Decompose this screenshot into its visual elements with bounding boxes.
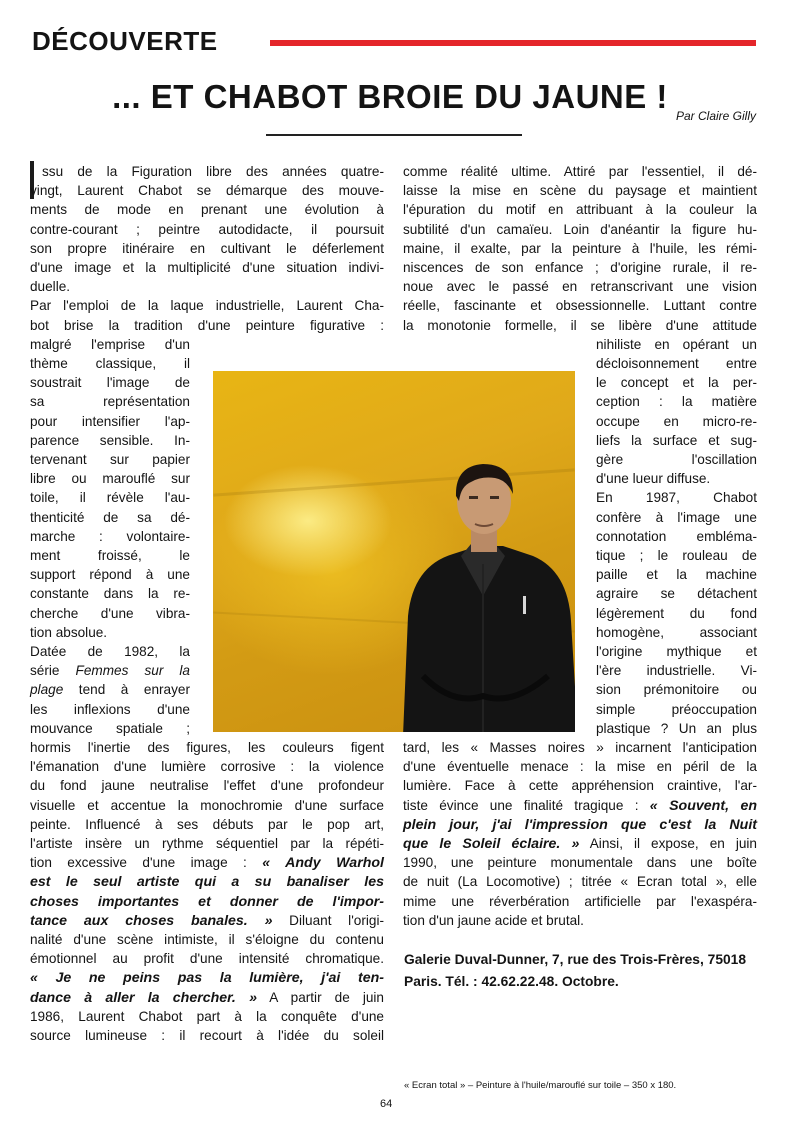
- left-column-text-line: vingt, Laurent Chabot se démarque des mouve-: [30, 183, 384, 199]
- left-column-text-line: tervenant sur papier: [30, 452, 190, 467]
- right-column-text-line: l'épuration du motif en attribuant à la couleur la: [403, 202, 757, 218]
- right-column-text-line: homogène, associant: [596, 624, 757, 640]
- right-column-text-line: noue avec le passé en retranscrivant une vision: [403, 279, 757, 295]
- left-column-text-line: bot brise la tradition d'une peinture figurative :: [30, 317, 384, 333]
- left-column-text-line: source lumineuse : il recourt à l'idée du soleil: [30, 1028, 384, 1043]
- left-column-text-line: tion excessive d'une image : « Andy Warhol: [30, 855, 384, 872]
- right-column-text-line: liefs la surface et sug-: [596, 432, 757, 448]
- left-column-text-line: est le seul artiste qui a su banaliser les: [30, 874, 384, 891]
- left-column-text-line: plage tend à enrayer: [30, 682, 190, 698]
- right-column-text-line: lumière. Face à cette appréhension craintive, l'ar-: [403, 778, 757, 794]
- right-column-text-line: la monotonie formelle, il se libère d'une attitude: [403, 317, 757, 333]
- right-column-text-line: légèrement du fond: [596, 605, 757, 621]
- left-column-text-line: hormis l'inertie des figures, les couleurs figent: [30, 740, 384, 755]
- left-column-text-line: tance aux choses banales. » Diluant l'origi-: [30, 912, 384, 929]
- right-column-text-line: simple préoccupation: [596, 701, 757, 717]
- left-column-text-line: toile, il révèle l'au-: [30, 490, 190, 506]
- left-column-text-line: marche : volontaire-: [30, 528, 190, 544]
- gallery-address-line: Paris. Tél. : 42.62.22.48. Octobre.: [404, 974, 619, 989]
- right-column-text-line: tard, les « Masses noires » incarnent l'anticipation: [403, 740, 757, 755]
- right-column-text-line: le concept et la per-: [596, 375, 757, 391]
- left-column-text-line: dance à aller la chercher. » A partir de juin: [30, 989, 384, 1006]
- left-column-text-line: ments de mode en prenant une évolution à: [30, 202, 384, 218]
- article-headline: ... ET CHABOT BROIE DU JAUNE !: [112, 78, 668, 115]
- left-column-text-line: cherche d'une vibra-: [30, 605, 190, 621]
- left-column-text-line: 1986, Laurent Chabot part à la conquête d'une: [30, 1008, 384, 1024]
- right-column-text-line: confère à l'image une: [596, 509, 757, 525]
- right-column-text-line: tion d'un jaune acide et brutal.: [403, 912, 584, 928]
- left-column-text-line: son propre itinéraire en cultivant le déferlement: [30, 240, 384, 256]
- right-column-text-line: l'origine mythique et: [596, 644, 757, 659]
- left-column-text-line: ment froissé, le: [30, 548, 190, 563]
- right-column-text-line: gère l'oscillation: [596, 452, 757, 467]
- right-column-text-line: décloisonnement entre: [596, 356, 757, 371]
- right-column-text-line: laisse la mise en scène du paysage et maintient: [403, 183, 757, 199]
- left-column-text-line: l'émanation d'une lumière corrosive : la violence: [30, 759, 384, 775]
- page-number: 64: [380, 1098, 393, 1110]
- left-column-text-line: choses importantes et donner de l'impor-: [30, 893, 384, 910]
- right-column-text-line: d'une lueur diffuse.: [596, 471, 711, 487]
- left-column-text-line: peinte. Influencé à ses débuts par le pop art,: [30, 816, 384, 832]
- left-column-text-line: duelle.: [30, 279, 71, 295]
- left-column-text-line: thenticité de sa dé-: [30, 509, 190, 525]
- right-column-text-line: sion prémonitoire ou: [596, 682, 757, 698]
- right-column-text-line: En 1987, Chabot: [596, 490, 757, 506]
- right-column-text-line: réelle, fascinante et obsessionnelle. Luttant contre: [403, 298, 757, 314]
- left-column-text-line: série Femmes sur la: [30, 663, 190, 679]
- right-column-text-line: comme réalité ultime. Attiré par l'essentiel, il dé-: [403, 164, 757, 179]
- artist-figure: [383, 446, 575, 732]
- right-column-text-line: que le Soleil éclaire. » Ainsi, il expose, en juin: [403, 836, 757, 852]
- right-column-text-line: tique ; le rouleau de: [596, 548, 757, 563]
- left-column-text-line: Par l'emploi de la laque industrielle, Laurent Cha-: [30, 298, 384, 314]
- left-column-text-line: soustrait l'image de: [30, 375, 190, 391]
- artist-photo: [213, 371, 575, 732]
- section-rubric: DÉCOUVERTE: [32, 26, 218, 56]
- left-column-text-line: « Je ne peins pas la lumière, j'ai ten-: [30, 970, 384, 987]
- right-column-text-line: plastique ? Un an plus: [596, 720, 757, 736]
- left-column-text-line: du fond jaune neutralise l'effet d'une profondeur: [30, 778, 384, 794]
- right-column-text-line: ception : la matière: [596, 394, 757, 410]
- right-column-text-line: agraire se détachent: [596, 586, 757, 602]
- right-column-text-line: de nuit (La Locomotive) ; titrée « Ecran total », elle: [403, 874, 757, 890]
- right-column-text-line: l'ère industrielle. Vi-: [596, 663, 757, 679]
- left-column-text-line: sa représentation: [30, 394, 190, 410]
- rubric-red-rule: [270, 40, 756, 46]
- left-column-text-line: thème classique, il: [30, 356, 190, 371]
- left-column-text-line: d'une image et la multiplicité d'une situation indivi-: [30, 260, 384, 275]
- left-column-text-line: Datée de 1982, la: [30, 644, 190, 659]
- left-column-text-line: les inflexions d'une: [30, 701, 190, 717]
- right-column-text-line: paille et la machine: [596, 567, 757, 583]
- left-column-text-line: émotionnel au profit d'une intensité chromatique.: [30, 951, 384, 967]
- right-column-text-line: plein jour, j'ai l'impression que c'est la Nuit: [403, 816, 757, 833]
- right-column-text-line: connotation embléma-: [596, 528, 757, 544]
- right-column-text-line: niscences de son enfance ; d'origine rurale, il re-: [403, 260, 757, 275]
- right-column-text-line: subtilité d'un camaïeu. Loin d'anéantir la figure hu-: [403, 221, 757, 237]
- left-column-text-line: pour intensifier l'ap-: [30, 413, 190, 429]
- left-column-text-line: malgré l'emprise d'un: [30, 336, 190, 352]
- left-column-text-line: parence sensible. In-: [30, 432, 190, 448]
- right-column-text-line: nihiliste en opérant un: [596, 336, 757, 352]
- right-column-text-line: tiste évince une finalité tragique : « Souvent, en: [403, 797, 758, 814]
- left-column-text-line: nalité d'une scène intimiste, il s'éloigne du contenu: [30, 932, 384, 947]
- left-column-text-line: libre ou marouflé sur: [30, 471, 190, 487]
- left-column-text-line: contre-courant ; peintre autodidacte, il poursuit: [30, 221, 384, 237]
- left-column-text-line: support répond à une: [30, 567, 190, 583]
- left-column-text-line: l'artiste insère un rythme séquentiel par la répéti-: [30, 836, 384, 851]
- left-column-text-line: visuelle et accentue la monochromie d'une surface: [30, 797, 384, 813]
- byline: Par Claire Gilly: [675, 109, 756, 123]
- photo-caption: « Ecran total » – Peinture à l'huile/marouflé sur toile – 350 x 180.: [404, 1080, 677, 1091]
- right-column-text-line: maine, il exalte, par la peinture à l'huile, les rémi-: [403, 240, 757, 256]
- right-column-text-line: mime une réverbération artificielle par l'exaspéra-: [403, 893, 757, 909]
- left-column-text-line: ssu de la Figuration libre des années quatre-: [42, 164, 384, 179]
- left-column-text-line: mouvance spatiale ;: [30, 720, 190, 736]
- left-column-text-line: constante dans la re-: [30, 586, 190, 602]
- right-column-text-line: d'une éventuelle menace : la mise en péril de la: [403, 759, 757, 775]
- title-divider: [266, 134, 522, 136]
- right-column-text-line: 1990, une peinture monumentale dans une boîte: [403, 855, 757, 871]
- right-column-text-line: occupe en micro-re-: [596, 413, 757, 429]
- gallery-address-line: Galerie Duval-Dunner, 7, rue des Trois-Frères, 75018: [404, 952, 747, 967]
- left-column-text-line: tion absolue.: [30, 624, 108, 640]
